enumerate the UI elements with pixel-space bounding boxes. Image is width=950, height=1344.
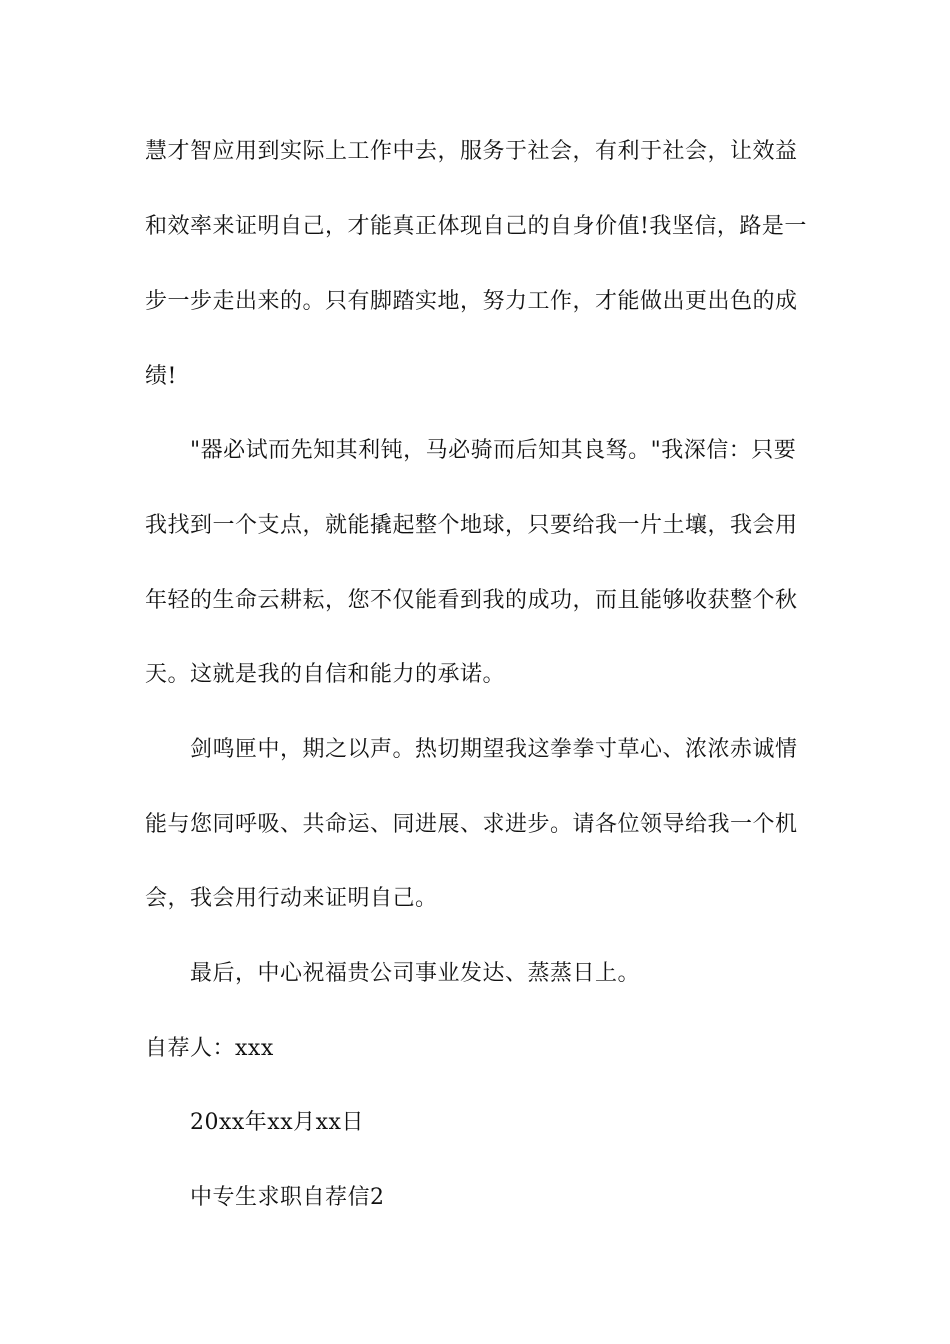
paragraph-first-line: "器必试而先知其利钝，马必骑而后知其良驽。"我深信：只要 xyxy=(190,438,797,463)
body-text-line: 慧才智应用到实际上工作中去，服务于社会，有利于社会，让效益 xyxy=(145,139,798,164)
body-text-line: 步一步走出来的。只有脚踏实地，努力工作，才能做出更出色的成 xyxy=(145,289,798,314)
body-text-line: 我找到一个支点，就能撬起整个地球，只要给我一片土壤，我会用 xyxy=(145,513,798,538)
signature-line: 自荐人：xxx xyxy=(145,1036,274,1061)
body-text-line: 和效率来证明自己，才能真正体现自己的自身价值!我坚信，路是一 xyxy=(145,214,807,239)
body-text-line: 年轻的生命云耕耘，您不仅能看到我的成功，而且能够收获整个秋 xyxy=(145,588,798,613)
body-text-line: 会，我会用行动来证明自己。 xyxy=(145,886,438,911)
paragraph-first-line: 剑鸣匣中，期之以声。热切期望我这拳拳寸草心、浓浓赤诚情 xyxy=(190,737,798,762)
body-text-line: 绩! xyxy=(145,364,177,389)
date-line: 20xx年xx月xx日 xyxy=(190,1110,364,1135)
body-text-line: 天。这就是我的自信和能力的承诺。 xyxy=(145,662,506,687)
next-section-title: 中专生求职自荐信2 xyxy=(190,1185,385,1210)
body-text-line: 能与您同呼吸、共命运、同进展、求进步。请各位领导给我一个机 xyxy=(145,812,798,837)
closing-wish: 最后，中心祝福贵公司事业发达、蒸蒸日上。 xyxy=(190,961,641,986)
